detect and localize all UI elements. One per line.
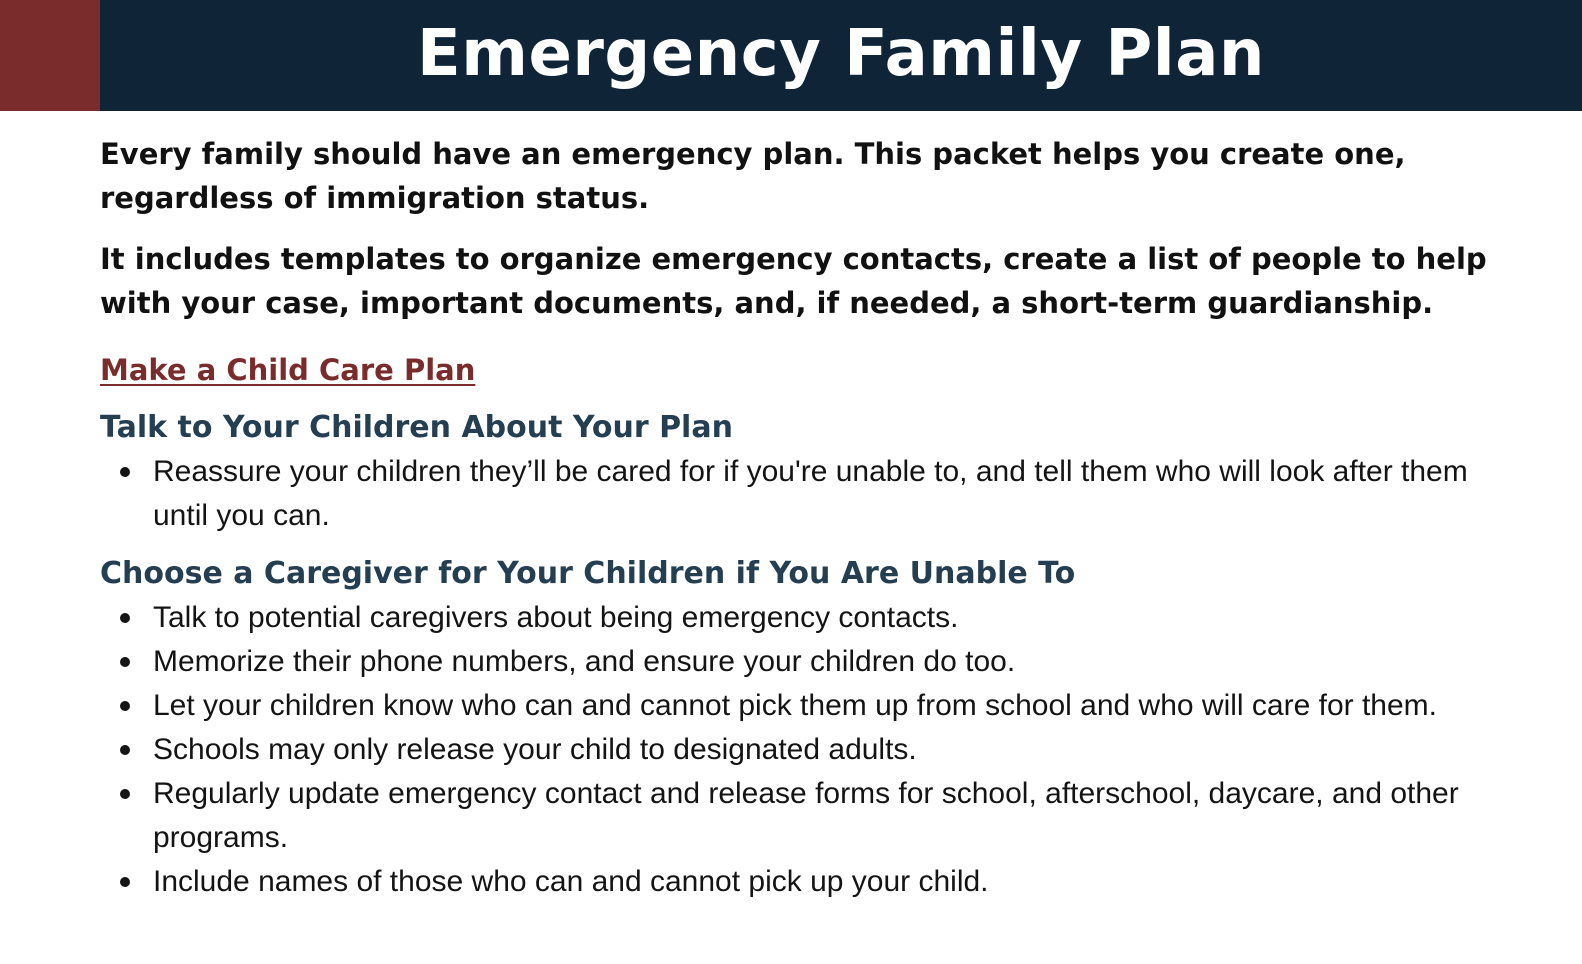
document-body — [100, 132, 1530, 904]
section-heading: Talk to Your Children About Your Plan — [100, 410, 733, 445]
list-item: Include names of those who can and cannot pick up your child. — [153, 860, 1530, 904]
page-title: Emergency Family Plan — [417, 17, 1265, 91]
list-item: Talk to potential caregivers about being emergency contacts. — [153, 596, 1530, 640]
section-heading: Choose a Caregiver for Your Children if You Are Unable To — [100, 556, 1076, 591]
bullet-list — [100, 596, 1530, 904]
section-talk-to-children — [100, 406, 1530, 538]
list-item: Memorize their phone numbers, and ensure your children do too. — [153, 640, 1530, 684]
bullet-list — [100, 450, 1530, 538]
intro-paragraph-1: Every family should have an emergency plan. This packet helps you create one, regardless of immigration status. — [100, 137, 1406, 215]
header-bar — [0, 0, 1582, 111]
intro-paragraph-2: It includes templates to organize emergency contacts, create a list of people to help with your case, important documents, and, if needed, a short-term guardianship. — [100, 242, 1487, 320]
header-accent-block — [0, 0, 100, 111]
child-care-plan-link[interactable]: Make a Child Care Plan — [100, 353, 476, 387]
list-item: Let your children know who can and cannot pick them up from school and who will care for them. — [153, 684, 1530, 728]
list-item: Schools may only release your child to designated adults. — [153, 728, 1530, 772]
list-item: Regularly update emergency contact and release forms for school, afterschool, daycare, and other programs. — [153, 772, 1530, 860]
list-item: Reassure your children they’ll be cared for if you're unable to, and tell them who will look after them until you can. — [153, 450, 1530, 538]
section-choose-caregiver — [100, 552, 1530, 904]
